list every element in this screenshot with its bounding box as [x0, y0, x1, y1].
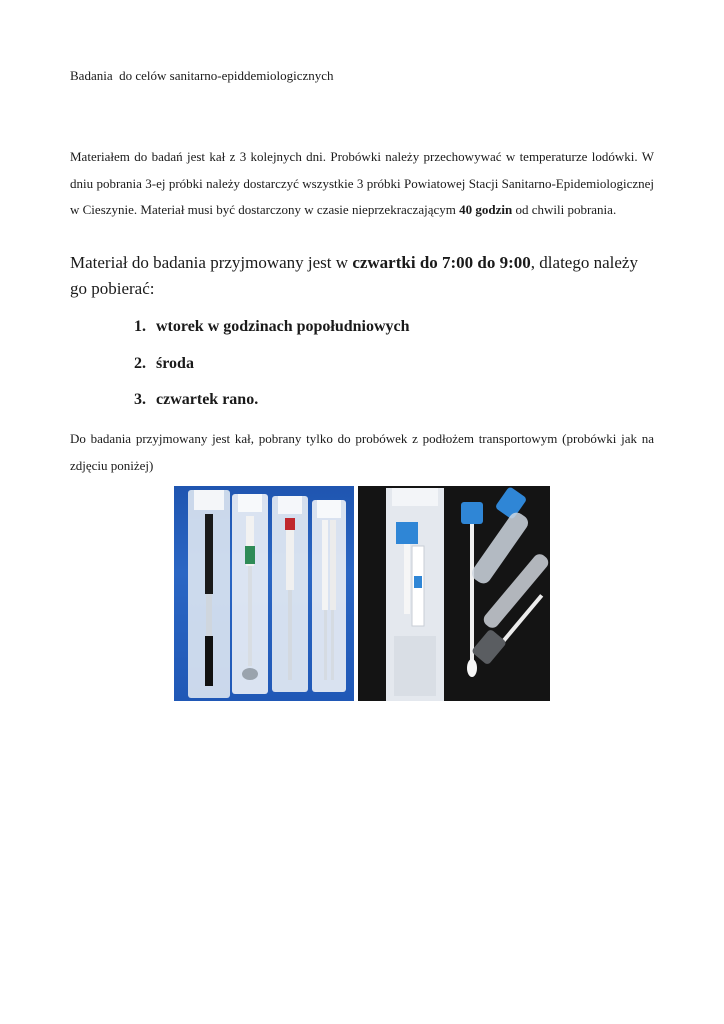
list-number: 1. [134, 318, 146, 335]
bold-acceptance-hours: czwartki do 7:00 do 9:00 [352, 253, 531, 272]
swab-package [188, 490, 230, 698]
collection-days-list [134, 318, 410, 428]
list-item-label: środa [156, 354, 194, 372]
photo-transport-swab [358, 486, 550, 701]
paragraph-text: od chwili pobrania. [512, 202, 617, 217]
list-item-label: czwartek rano. [156, 391, 259, 408]
tube [469, 486, 531, 586]
list-item [134, 318, 410, 355]
list-item [134, 391, 410, 428]
list-item [134, 355, 410, 392]
paragraph-text: Materiał do badania przyjmowany jest w [70, 253, 353, 272]
paragraph-text: Materiałem do badań jest kał z 3 kolejnych dni. Probówki należy przechowywać w temperaturze lodówki. W dniu pobrania 3-ej próbki należy dostarczyć wszystkie 3 próbki Powiatowej Stacji Sanitarno-Epidemiologicznej w Cieszynie. Materiał musi być dostarczony w czasie nieprzekraczającym [70, 149, 654, 217]
swab-package [272, 496, 308, 692]
photo-packaged-swabs [174, 486, 354, 701]
bold-deadline: 40 godzin [459, 202, 513, 217]
swab-package [386, 488, 444, 701]
list-item-label: wtorek w godzinach popołudniowych [156, 318, 410, 335]
paragraph-acceptance-time [70, 250, 654, 302]
swab-package [232, 494, 268, 694]
list-number: 3. [134, 391, 146, 408]
paragraph-tubes-info: Do badania przyjmowany jest kał, pobrany tylko do probówek z podłożem transportowym (probówki jak na zdjęciu poniżej) [70, 431, 654, 473]
paragraph-text: , dlatego należy go pobierać: [70, 253, 638, 298]
paragraph-material-info [70, 144, 654, 224]
list-number: 2. [134, 354, 146, 372]
document-heading: Badania do celów sanitarno-epiddemiologicznych [70, 68, 334, 83]
swab-package [312, 500, 346, 692]
